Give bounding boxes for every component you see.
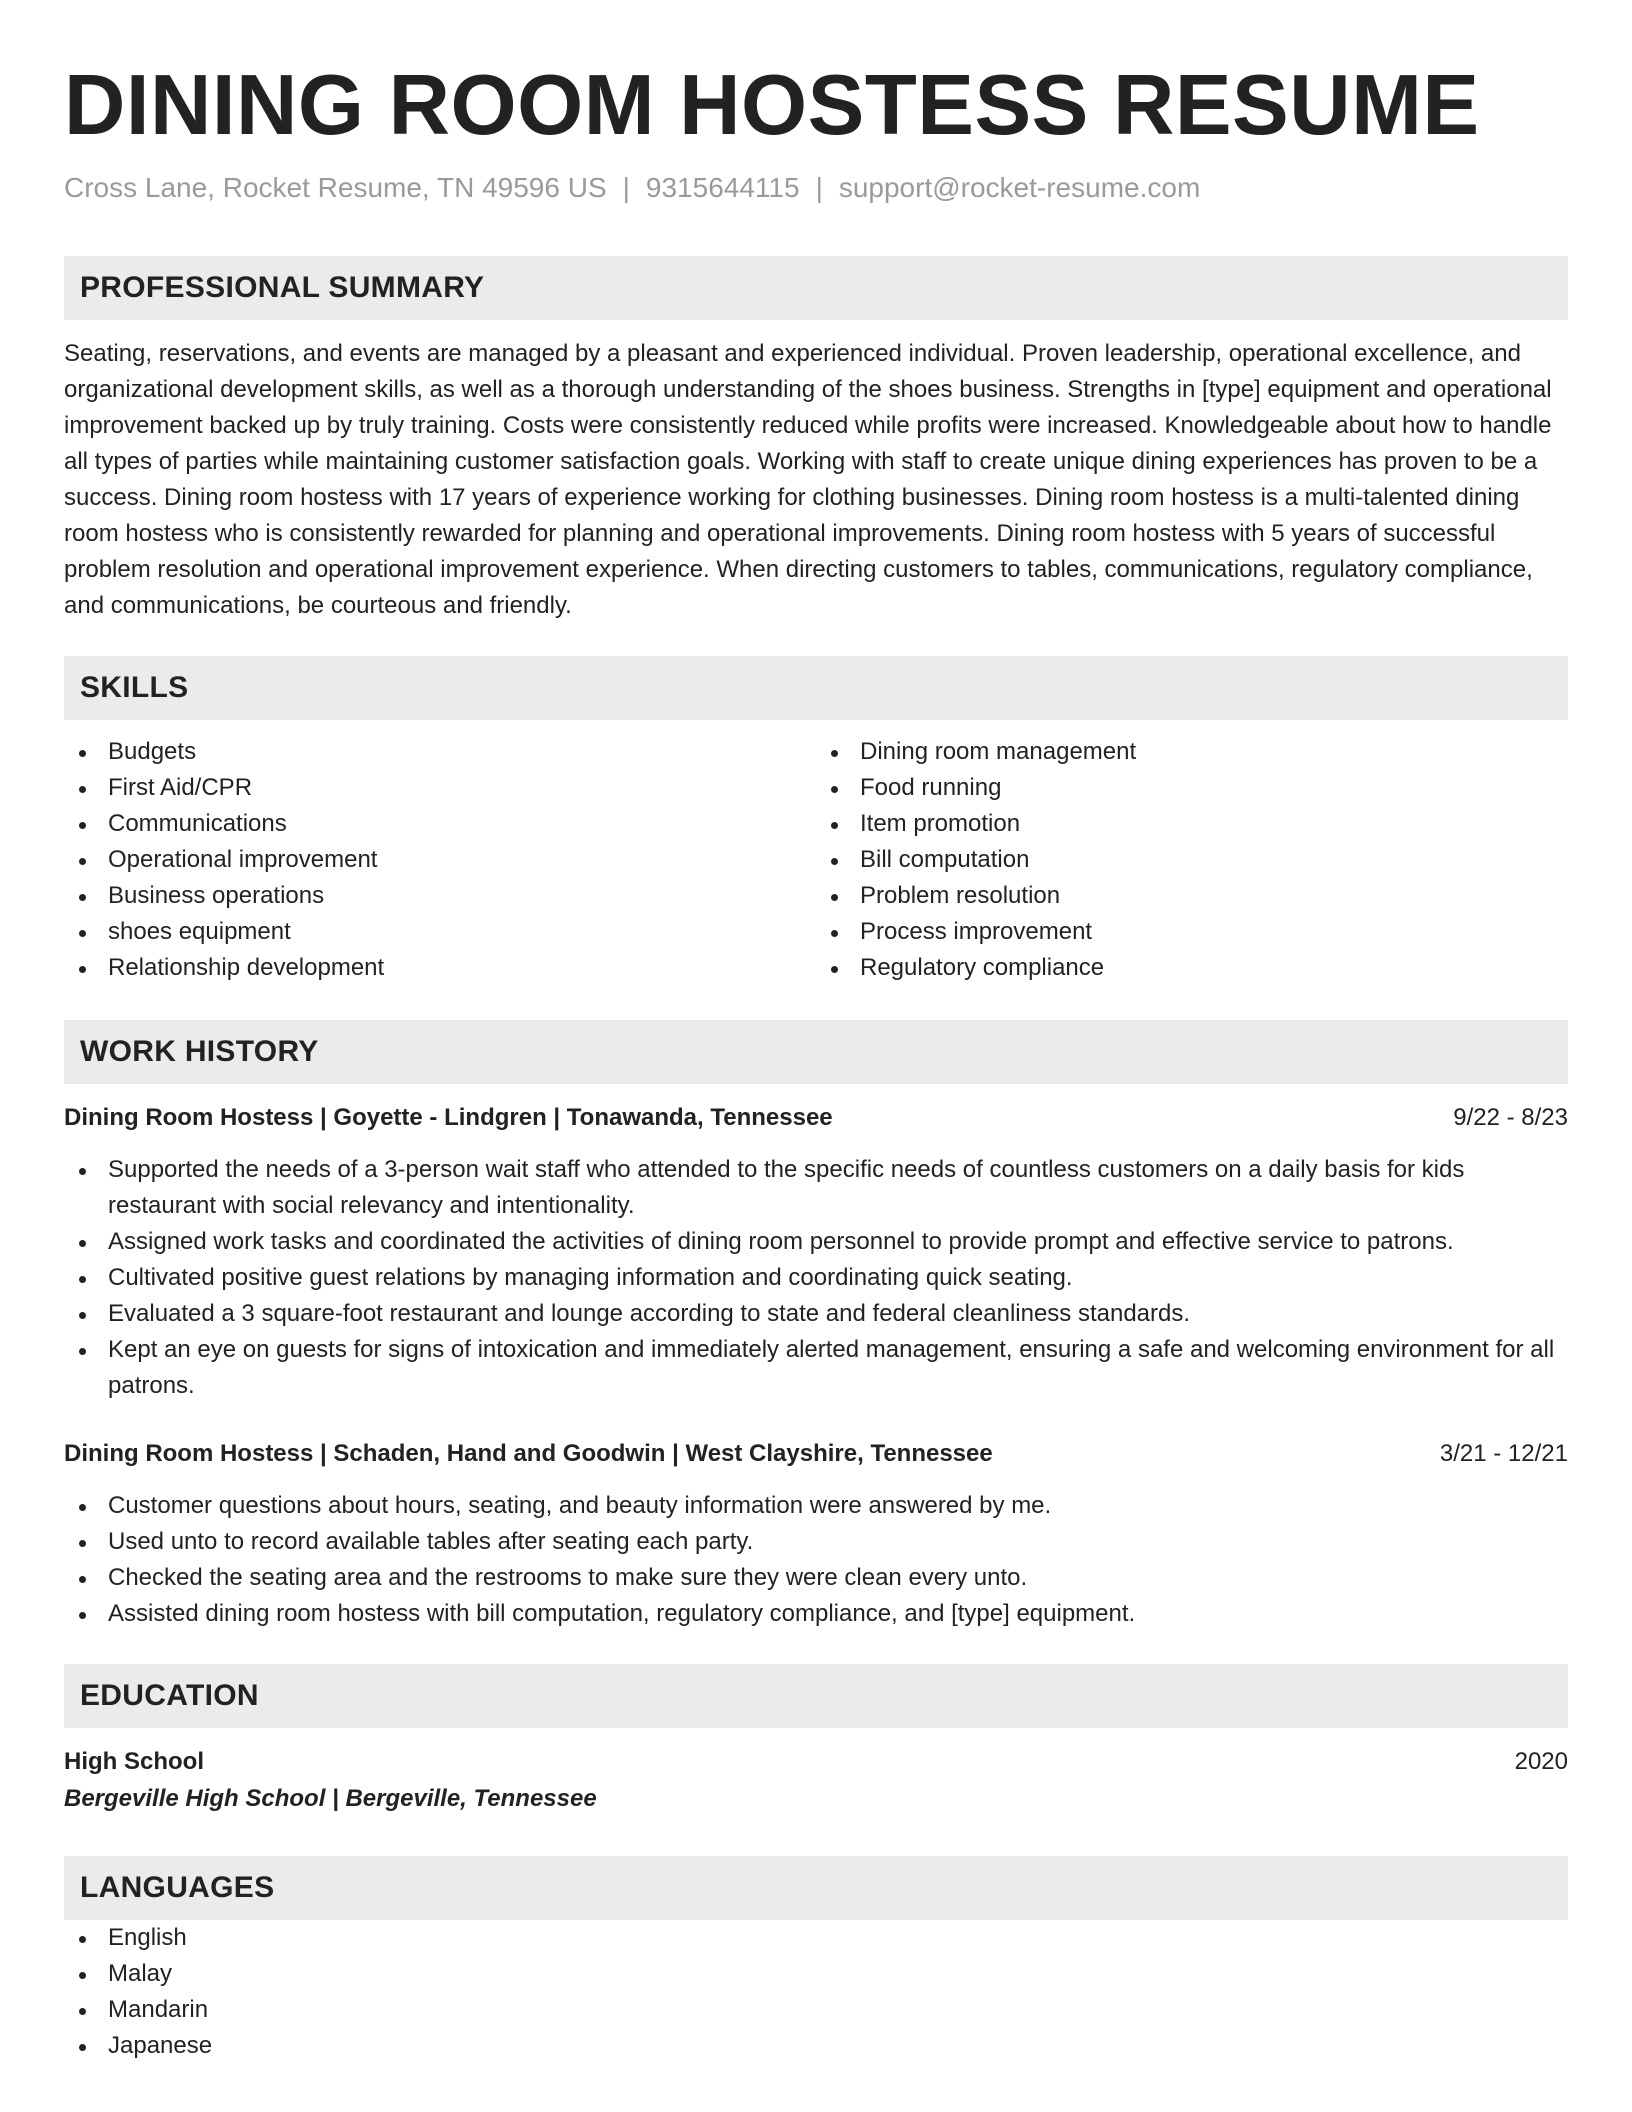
job-heading-line xyxy=(64,1100,1568,1136)
skill-item: Process improvement xyxy=(816,914,1568,950)
job-entry xyxy=(64,1436,1568,1632)
languages-list xyxy=(64,1920,1568,2064)
job-duty-item: Evaluated a 3 square-foot restaurant and lounge according to state and federal cleanliness standards. xyxy=(64,1296,1568,1332)
education-degree: High School xyxy=(64,1748,204,1775)
skill-item: First Aid/CPR xyxy=(64,770,816,806)
language-item: Mandarin xyxy=(64,1992,1568,2028)
skill-item: Budgets xyxy=(64,734,816,770)
skills-list-right xyxy=(816,734,1568,986)
skill-item: Problem resolution xyxy=(816,878,1568,914)
skills-column-left xyxy=(64,734,816,986)
job-duty-item: Kept an eye on guests for signs of intoxication and immediately alerted management, ensuring a safe and welcoming environment for all patrons. xyxy=(64,1332,1568,1404)
job-duty-item: Assigned work tasks and coordinated the activities of dining room personnel to provide prompt and effective service to patrons. xyxy=(64,1224,1568,1260)
job-duty-item: Cultivated positive guest relations by managing information and coordinating quick seating. xyxy=(64,1260,1568,1296)
contact-line xyxy=(64,170,1568,206)
section-header-summary: PROFESSIONAL SUMMARY xyxy=(64,256,1568,320)
skill-item: Dining room management xyxy=(816,734,1568,770)
language-item: Japanese xyxy=(64,2028,1568,2064)
language-item: English xyxy=(64,1920,1568,1956)
job-duty-item: Checked the seating area and the restrooms to make sure they were clean every unto. xyxy=(64,1560,1568,1596)
summary-text: Seating, reservations, and events are managed by a pleasant and experienced individual. Proven leadership, operational excellence, and organizational development skills, as well as a thorough understanding of the shoes business. Strengths in [type] equipment and operational improvement backed up by truly training. Costs were consistently reduced while profits were increased. Knowledgeable about how to handle all types of parties while maintaining customer satisfaction goals. Working with staff to create unique dining experiences has proven to be a success. Dining room hostess with 17 years of experience working for clothing businesses. Dining room hostess is a multi-talented dining room hostess who is consistently rewarded for planning and operational improvements. Dining room hostess with 5 years of successful problem resolution and operational improvement experience. When directing customers to tables, communications, regulatory compliance, and communications, be courteous and friendly. xyxy=(64,340,1552,619)
section-header-education: EDUCATION xyxy=(64,1664,1568,1728)
skill-item: Business operations xyxy=(64,878,816,914)
job-duty-item: Assisted dining room hostess with bill computation, regulatory compliance, and [type] equipment. xyxy=(64,1596,1568,1632)
contact-separator: | xyxy=(815,172,823,203)
contact-address: Cross Lane, Rocket Resume, TN 49596 US xyxy=(64,172,607,203)
skill-item: Item promotion xyxy=(816,806,1568,842)
skill-item: Operational improvement xyxy=(64,842,816,878)
section-header-skills: SKILLS xyxy=(64,656,1568,720)
job-dates: 3/21 - 12/21 xyxy=(1439,1440,1568,1467)
education-entry xyxy=(64,1744,1568,1818)
skills-list-left xyxy=(64,734,816,986)
skill-item: Relationship development xyxy=(64,950,816,986)
job-entry xyxy=(64,1100,1568,1404)
contact-phone: 9315644115 xyxy=(645,172,800,203)
job-duties-list xyxy=(64,1152,1568,1404)
resume-title: DINING ROOM HOSTESS RESUME xyxy=(64,58,1480,153)
job-duty-item: Used unto to record available tables after seating each party. xyxy=(64,1524,1568,1560)
skill-item: Bill computation xyxy=(816,842,1568,878)
contact-email: support@rocket-resume.com xyxy=(838,172,1201,203)
job-dates: 9/22 - 8/23 xyxy=(1453,1104,1568,1131)
section-header-languages: LANGUAGES xyxy=(64,1856,1568,1920)
job-duties-list xyxy=(64,1488,1568,1632)
skill-item: Communications xyxy=(64,806,816,842)
job-duty-item: Customer questions about hours, seating, and beauty information were answered by me. xyxy=(64,1488,1568,1524)
job-title: Dining Room Hostess | Schaden, Hand and Goodwin | West Clayshire, Tennessee xyxy=(64,1440,993,1467)
job-heading-line xyxy=(64,1436,1568,1472)
job-title: Dining Room Hostess | Goyette - Lindgren | Tonawanda, Tennessee xyxy=(64,1104,833,1131)
education-school: Bergeville High School | Bergeville, Tennessee xyxy=(64,1785,597,1812)
language-item: Malay xyxy=(64,1956,1568,1992)
job-duty-item: Supported the needs of a 3-person wait staff who attended to the specific needs of countless customers on a daily basis for kids restaurant with social relevancy and intentionality. xyxy=(64,1152,1568,1224)
education-year: 2020 xyxy=(1514,1748,1568,1775)
skill-item: Regulatory compliance xyxy=(816,950,1568,986)
skills-column-right xyxy=(816,734,1568,986)
skills-grid xyxy=(64,734,1568,986)
skill-item: shoes equipment xyxy=(64,914,816,950)
contact-separator: | xyxy=(622,172,630,203)
education-heading-line xyxy=(64,1744,1568,1780)
section-header-work-history: WORK HISTORY xyxy=(64,1020,1568,1084)
skill-item: Food running xyxy=(816,770,1568,806)
